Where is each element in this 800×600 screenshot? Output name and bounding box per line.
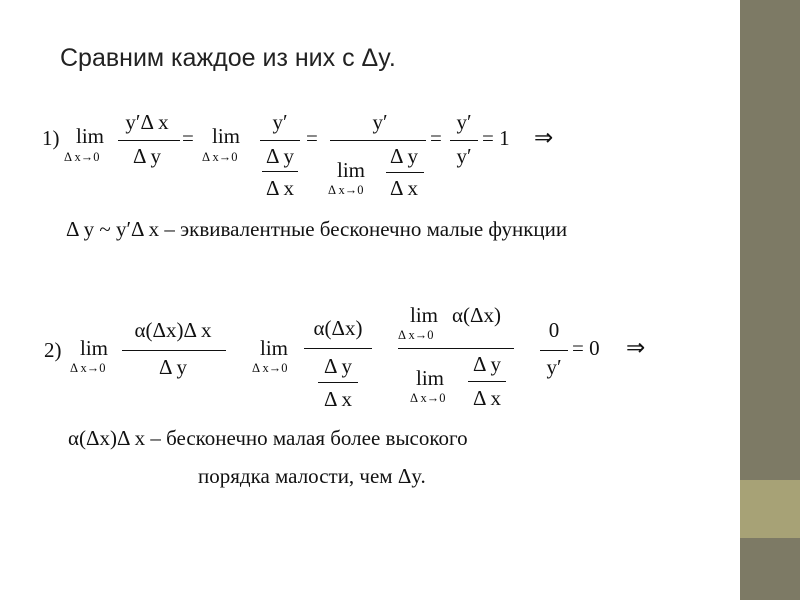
eq2-lim-2: lim [260,336,289,360]
eq1-frac4-bar [450,140,478,141]
eq1-frac4-den: y′ [456,144,472,168]
eq2-lim-2-sub: Δ x→0 [252,361,288,375]
eq1-frac3-den-num: Δ y [389,144,419,168]
eq2-lim-1-sub: Δ x→0 [70,361,106,375]
eq1-frac1-bar [118,140,180,141]
eq2-frac2-mid: Δ y [323,354,353,378]
eq2-frac1-num: α(Δx)Δ x [134,318,212,342]
slide-title: Сравним каждое из них с Δy. [60,44,396,72]
eq2-frac1-bar [122,350,226,351]
eq2-frac3-num-lim-sub: Δ x→0 [398,328,434,342]
eq2-frac3-bar [398,348,514,349]
eq1-result: = 1 [482,126,510,150]
eq2-lim-1: lim [80,336,109,360]
eq2-frac2-bar [304,348,372,349]
eq2-conclusion-line1: α(Δx)Δ x – бесконечно малая более высокого [68,426,468,450]
eq2-frac4-bar [540,350,568,351]
eq1-frac3-lim: lim [337,158,366,182]
eq2-frac4-num: 0 [548,318,560,342]
eq2-result: = 0 [572,336,600,360]
eq1-lim-2-sub: Δ x→0 [202,150,238,164]
eq2-number: 2) [44,338,62,362]
eq2-frac3-den-lim-sub: Δ x→0 [410,391,446,405]
eq1-implies: ⇒ [534,125,554,150]
eq1-frac3-den-den: Δ x [389,176,419,200]
eq1-lim-1: lim [76,124,105,148]
eq1-frac2-mid: Δ y [265,144,295,168]
eq1-frac3-lim-sub: Δ x→0 [328,183,364,197]
eq2-frac2-innerbar [318,382,358,383]
eq1-frac1-den: Δ y [132,144,162,168]
eq1-number: 1) [42,126,60,150]
eq1-frac3-bar [330,140,426,141]
side-accent-highlight [740,480,800,538]
eq2-frac2-den: Δ x [323,387,353,411]
eq2-frac3-den-den: Δ x [472,386,502,410]
eq1-frac2-num: y′ [272,110,288,134]
eq2-frac3-den-num: Δ y [472,352,502,376]
eq1-lim-1-sub: Δ x→0 [64,150,100,164]
eq2-frac3-num-lim: lim [410,303,439,327]
eq1-lim-2: lim [212,124,241,148]
eq1-eq-1: = [182,126,194,150]
eq1-frac2-den: Δ x [265,176,295,200]
eq1-eq-3: = [430,126,442,150]
eq1-eq-2: = [306,126,318,150]
eq1-frac4-num: y′ [456,110,472,134]
eq1-frac3-innerbar [386,172,424,173]
eq2-frac3-den-lim: lim [416,366,445,390]
eq2-frac4-den: y′ [546,355,562,379]
eq1-frac3-num: y′ [372,110,388,134]
eq2-conclusion-line2: порядка малости, чем Δy. [198,464,426,488]
eq1-frac1-num: y′Δ x [125,110,169,134]
eq1-frac2-innerbar [262,171,298,172]
eq1-frac2-bar [260,140,300,141]
eq2-frac3-num-expr: α(Δx) [452,303,501,327]
eq1-conclusion: Δ y ~ y′Δ x – эквивалентные бесконечно малые функции [66,217,568,241]
eq2-implies: ⇒ [626,335,646,360]
eq2-frac1-den: Δ y [158,355,188,379]
eq2-frac2-num: α(Δx) [313,316,363,340]
eq2-frac3-innerbar [468,381,506,382]
